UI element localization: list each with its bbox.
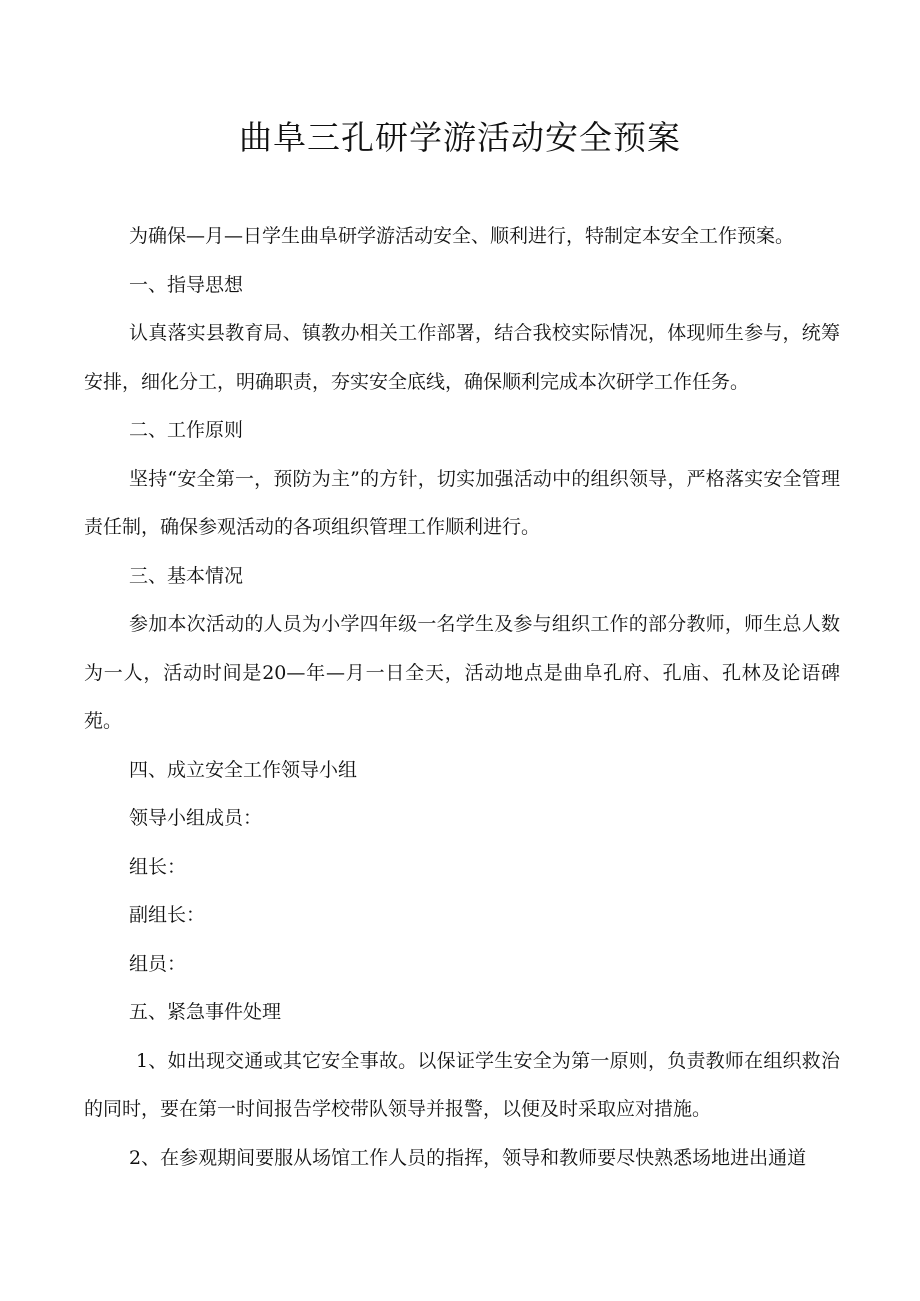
basic-info-paragraph: 参加本次活动的人员为小学四年级一名学生及参与组织工作的部分教师，师生总人数为一人，活动时间是20—年—月一日全天，活动地点是曲阜孔府、孔庙、孔林及论语碑苑。 <box>84 613 840 732</box>
group-member-label: 组员： <box>129 952 187 975</box>
section-heading-emergency: 五、紧急事件处理 <box>129 1001 282 1023</box>
group-leader-label: 组长： <box>129 855 187 878</box>
document-body <box>84 212 840 1182</box>
work-principle-paragraph: 坚持“安全第一，预防为主”的方针，切实加强活动中的组织领导，严格落实安全管理责任制，确保参观活动的各项组织管理工作顺利进行。 <box>84 467 840 538</box>
guiding-thought-paragraph: 认真落实县教育局、镇教办相关工作部署，结合我校实际情况，体现师生参与，统筹安排，细化分工，明确职责，夯实安全底线，确保顺利完成本次研学工作任务。 <box>84 322 840 393</box>
emergency-item-1: 1、如出现交通或其它安全事故。以保证学生安全为第一原则，负责教师在组织救治的同时，要在第一时间报告学校带队领导并报警，以便及时采取应对措施。 <box>84 1049 840 1120</box>
deputy-leader-label: 副组长： <box>129 904 206 926</box>
section-heading-guiding-thought: 一、指导思想 <box>129 273 244 296</box>
leadership-members-label: 领导小组成员： <box>129 807 263 829</box>
document-title: 曲阜三孔研学游活动安全预案 <box>239 118 681 157</box>
intro-paragraph: 为确保—月—日学生曲阜研学游活动安全、顺利进行，特制定本安全工作预案。 <box>129 225 795 247</box>
section-heading-leadership-group: 四、成立安全工作领导小组 <box>129 758 358 781</box>
section-heading-basic-info: 三、基本情况 <box>129 564 244 587</box>
section-heading-work-principle: 二、工作原则 <box>129 419 244 441</box>
emergency-item-2: 2、在参观期间要服从场馆工作人员的指挥，领导和教师要尽快熟悉场地进出通道 <box>129 1146 807 1169</box>
